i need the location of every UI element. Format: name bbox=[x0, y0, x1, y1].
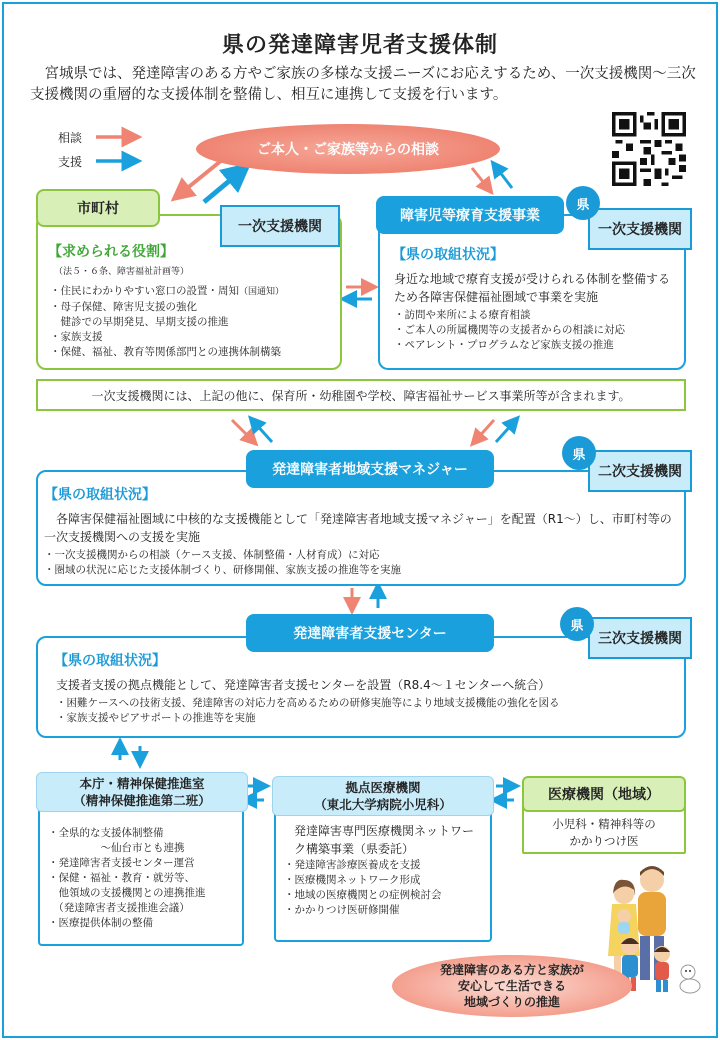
goal-line1: 発達障害のある方と家族が bbox=[439, 963, 584, 977]
consultation-oval: ご本人・ご家族等からの相談 bbox=[196, 124, 500, 174]
honcho-name-line1: 本庁・精神保健推進室 bbox=[79, 776, 205, 791]
list-item: ・一次支援機関からの相談（ケース支援、体制整備・人材育成）に対応 bbox=[44, 549, 380, 561]
list-item: 健診での早期発見、早期支援の推進 bbox=[50, 316, 229, 328]
manager-header: 発達障害者地域支援マネジャー bbox=[246, 450, 494, 488]
municipality-role-note: （法５・６条、障害福祉計画等） bbox=[54, 267, 190, 277]
local-medical-header: 医療機関（地域） bbox=[522, 776, 686, 812]
ryoiku-level-tag: 一次支援機関 bbox=[588, 208, 692, 250]
honcho-list bbox=[48, 826, 242, 931]
center-list bbox=[56, 696, 681, 726]
manager-heading: 【県の取組状況】 bbox=[44, 487, 156, 503]
municipality-list bbox=[50, 284, 340, 360]
list-item: ・訪問や来所による療育相談 bbox=[394, 309, 531, 321]
list-item: ・地域の医療機関との症例検討会 bbox=[284, 889, 442, 901]
list-item: ・母子保健、障害児支援の強化 bbox=[50, 301, 197, 313]
list-item: ・全県的な支援体制整備 bbox=[48, 827, 164, 839]
manager-desc: 各障害保健福祉圏域に中核的な支援機能として「発達障害者地域支援マネジャー」を配置（R1～）し、市町村等の一次支援機関への支援を実施 bbox=[44, 512, 672, 544]
intro-text: 宮城県では、発達障害のある方やご家族の多様な支援ニーズにお応えするため、一次支援機関～三次支援機関の重層的な支援体制を整備し、相互に連携して支援を行います。 bbox=[30, 66, 696, 103]
list-item: ・家族支援やピアサポートの推進等を実施 bbox=[56, 712, 256, 724]
list-item: ・ご本人の所属機関等の支援者からの相談に対応 bbox=[394, 324, 625, 336]
ryoiku-ken-badge: 県 bbox=[566, 186, 600, 220]
center-ken-badge: 県 bbox=[560, 607, 594, 641]
list-item: ・困難ケースへの技術支援、発達障害の対応力を高めるための研修実施等により地域支援機能の強化を図る bbox=[56, 697, 560, 709]
hospital-desc: 発達障害専門医療機関ネットワーク構築事業（県委託） bbox=[294, 824, 475, 856]
hospital-list bbox=[284, 858, 488, 918]
goal-line3: 地域づくりの推進 bbox=[463, 995, 560, 1009]
municipality-level-tag: 一次支援機関 bbox=[220, 205, 340, 247]
ryoiku-list bbox=[394, 308, 684, 353]
list-item: ・医療提供体制の整備 bbox=[48, 917, 153, 929]
list-item: ・発達障害者支援センター運営 bbox=[48, 857, 195, 869]
ryoiku-header: 障害児等療育支援事業 bbox=[376, 196, 564, 234]
page-title: 県の発達障害児者支援体制 bbox=[221, 33, 498, 58]
local-medical-line1: 小児科・精神科等の bbox=[552, 817, 656, 831]
municipality-header: 市町村 bbox=[36, 189, 160, 227]
hospital-name-line1: 拠点医療機関 bbox=[345, 780, 421, 795]
list-item: ・保健・福祉・教育・就労等、 bbox=[48, 872, 195, 884]
goal-oval bbox=[392, 955, 632, 1017]
list-item: ・医療機関ネットワーク形成 bbox=[284, 874, 421, 886]
manager-level-tag: 二次支援機関 bbox=[588, 450, 692, 492]
list-item: ・ペアレント・プログラムなど家族支援の推進 bbox=[394, 339, 614, 351]
ryoiku-heading: 【県の取組状況】 bbox=[392, 247, 504, 263]
list-item: （発達障害者支援推進会議） bbox=[48, 902, 190, 914]
municipality-role-heading: 【求められる役割】 bbox=[48, 244, 174, 260]
local-medical-text bbox=[522, 816, 686, 850]
legend-consult-label: 相談 bbox=[58, 131, 83, 145]
manager-list bbox=[44, 548, 674, 578]
center-heading: 【県の取組状況】 bbox=[54, 653, 166, 669]
honcho-header bbox=[36, 772, 248, 812]
center-desc: 支援者支援の拠点機能として、発達障害者支援センターを設置（R8.4～１センターへ統合） bbox=[56, 678, 551, 692]
local-medical-line2: かかりつけ医 bbox=[569, 834, 639, 848]
honcho-name-line2: （精神保健推進第二班） bbox=[73, 793, 211, 808]
center-header: 発達障害者支援センター bbox=[246, 614, 494, 652]
first-level-note: 一次支援機関には、上記の他に、保育所・幼稚園や学校、障害福祉サービス事業所等が含まれます。 bbox=[36, 379, 686, 411]
hospital-name-line2: （東北大学病院小児科） bbox=[314, 797, 452, 812]
list-item: ・かかりつけ医研修開催 bbox=[284, 904, 400, 916]
list-item: ・家族支援 bbox=[50, 331, 103, 343]
goal-line2: 安心して生活できる bbox=[457, 979, 566, 993]
list-item: ～仙台市とも連携 bbox=[48, 842, 185, 854]
list-item: 他領域の支援機関との連携推進 bbox=[48, 887, 206, 899]
center-level-tag: 三次支援機関 bbox=[588, 617, 692, 659]
manager-ken-badge: 県 bbox=[562, 436, 596, 470]
legend-support-label: 支援 bbox=[58, 155, 83, 169]
list-item: ・発達障害診療医養成を支援 bbox=[284, 859, 421, 871]
ryoiku-desc: 身近な地域で療育支援が受けられる体制を整備するため各障害保健福祉圏域で事業を実施 bbox=[394, 272, 671, 304]
hospital-header bbox=[272, 776, 494, 816]
list-item: ・住民にわかりやすい窓口の設置・周知（国通知） bbox=[50, 285, 285, 297]
list-item: ・保健、福祉、教育等関係部門との連携体制構築 bbox=[50, 346, 281, 358]
list-item: ・圏域の状況に応じた支援体制づくり、研修開催、家族支援の推進等を実施 bbox=[44, 564, 401, 576]
